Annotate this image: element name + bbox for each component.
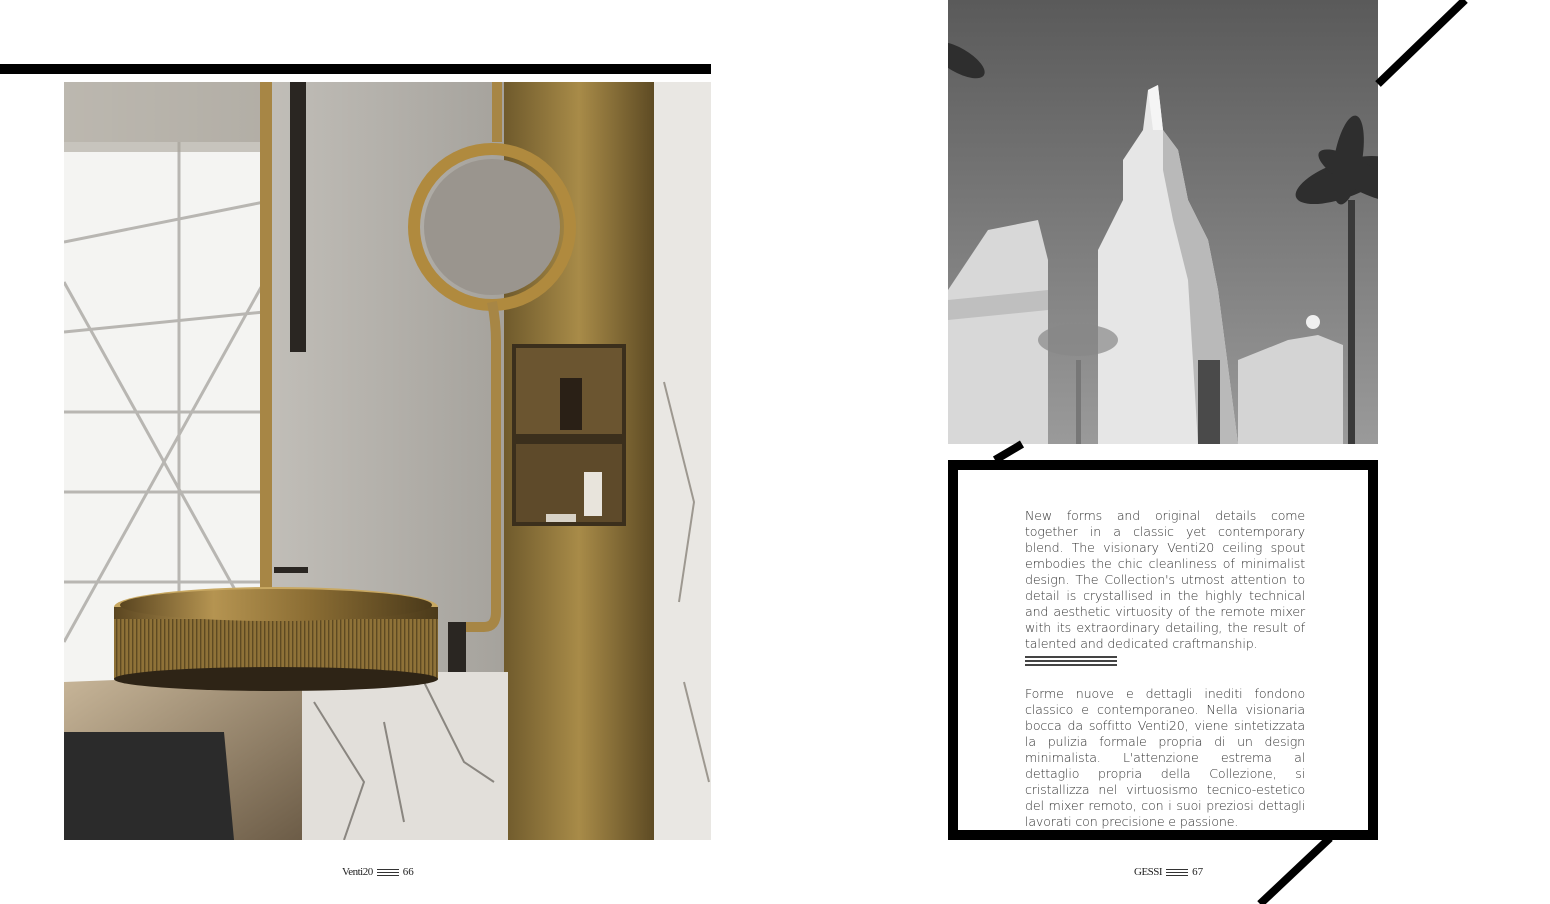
folio-lines-icon: [1166, 867, 1188, 878]
top-rule: [0, 64, 711, 74]
text-frame: [948, 460, 1378, 840]
folio-lines-icon: [377, 867, 399, 878]
folio-brand-left: Venti20: [342, 866, 373, 878]
bathroom-photo: [64, 82, 711, 840]
body-text-english: New forms and original details come together in a classic yet contemporary blend. The visionary Venti20 ceiling spout embodies the chic cleanliness of minimalist design. The Collection's utmost attention to detail is crystallised in the highly technical and aesthetic virtuosity of the remote mixer with its extraordinary detailing, the result of talented and dedicated craftmanship.: [1025, 508, 1305, 651]
building-illustration: [948, 0, 1378, 444]
folio-right: [1134, 866, 1203, 878]
divider-lines-icon: [1025, 656, 1117, 668]
folio-brand-right: GESSI: [1134, 866, 1163, 878]
art-deco-building-photo: [948, 0, 1378, 444]
folio-left: [342, 866, 414, 878]
bathroom-illustration: [64, 82, 711, 840]
page-number-left: 66: [402, 866, 414, 878]
page-number-right: 67: [1192, 866, 1204, 878]
body-text-italian: Forme nuove e dettagli inediti fondono classico e contemporaneo. Nella visionaria bocca da soffitto Venti20, viene sintetizzata la pulizia formale propria di un design minimalista. L'attenzione estrema al dettaglio propria della Collezione, si cristallizza nel virtuosismo tecnico-estetico del mixer remoto, con i suoi preziosi dettagli lavorati con precisione e passione.: [1025, 686, 1305, 829]
